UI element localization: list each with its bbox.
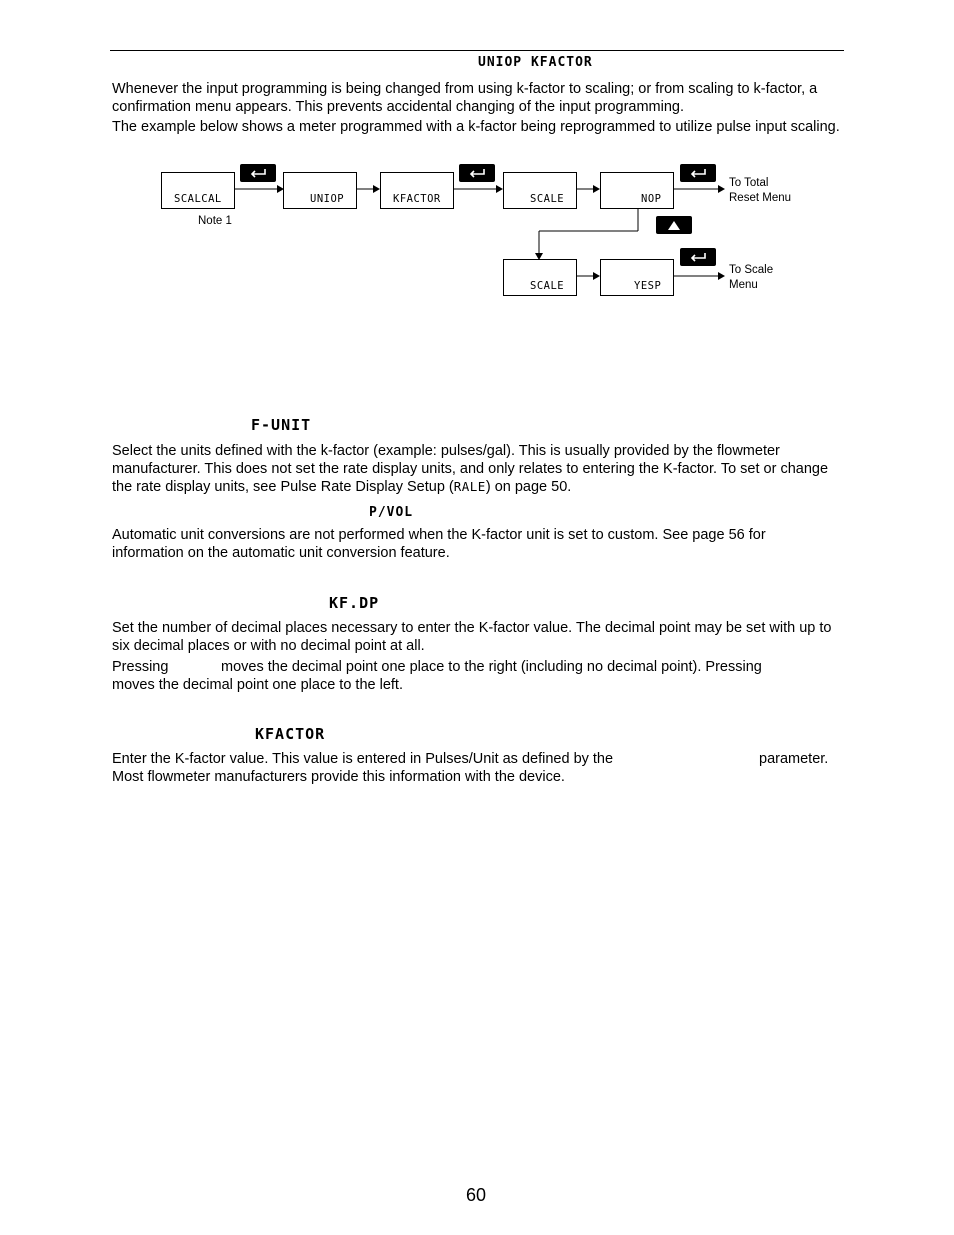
page-number: 60 [466, 1185, 487, 1205]
funit-sub-code: P/VOL [369, 505, 414, 520]
kfdp-right-text: moves the decimal point one place to the right (including no decimal point). Pressing [221, 659, 762, 675]
header-rule [110, 50, 844, 51]
kfactor-text-b: parameter. [759, 751, 829, 767]
arrow-3 [454, 184, 504, 194]
to-scale-label-2: Menu [729, 279, 758, 291]
kfdp-paragraph-1: Set the number of decimal places necessary to enter the K-factor value. The decimal point may be set with up to six decimal places or with no decimal point at all. [112, 620, 832, 654]
note-label: Note 1 [198, 215, 232, 227]
up-arrow-key-icon [656, 216, 692, 234]
to-scale-label-1: To Scale [729, 264, 774, 276]
display-box-scalcal [161, 172, 235, 209]
arrow-4 [577, 184, 601, 194]
intro-paragraph-1: Whenever the input programming is being changed from using k-factor to scaling; or from scaling to k-factor, a confirmation menu appears. This prevents accidental changing of the input programming. [112, 81, 818, 115]
intro-paragraph-2: The example below shows a meter programmed with a k-factor being reprogrammed to utilize pulse input scaling. [112, 119, 840, 135]
display-text: KFACTOR [393, 193, 441, 205]
funit-text-b: ) on page 50. [485, 479, 572, 495]
connector-nop-to-scale [533, 209, 643, 261]
display-text: UNIOP [310, 193, 345, 205]
to-total-label-2: Reset Menu [729, 192, 792, 204]
arrow-2 [357, 184, 381, 194]
funit-rate-code: RALE [453, 479, 486, 494]
kfdp-pressing-label: Pressing [112, 659, 169, 675]
header-code: UNIOP KFACTOR [478, 55, 593, 70]
enter-key-icon [240, 164, 276, 182]
arrow-1 [235, 184, 285, 194]
section-heading-kfactor: KFACTOR [255, 725, 326, 743]
enter-key-icon [459, 164, 495, 182]
display-box-scale-2 [503, 259, 577, 296]
kfdp-left-text: moves the decimal point one place to the left. [112, 677, 403, 693]
funit-paragraph-1 [112, 442, 840, 496]
kfactor-text-a: Enter the K-factor value. This value is entered in Pulses/Unit as defined by the [112, 751, 614, 767]
to-total-label-1: To Total [729, 177, 769, 189]
display-text: NOP [641, 193, 662, 205]
display-box-scale [503, 172, 577, 209]
display-box-yesp [600, 259, 674, 296]
enter-key-icon [680, 164, 716, 182]
display-box-kfactor [380, 172, 454, 209]
arrow-6 [577, 271, 601, 281]
enter-key-icon [680, 248, 716, 266]
display-text: SCALE [530, 193, 565, 205]
display-box-uniop [283, 172, 357, 209]
kfactor-paragraph-2: Most flowmeter manufacturers provide this information with the device. [112, 769, 565, 785]
display-box-nop [600, 172, 674, 209]
display-text: YESP [634, 280, 662, 292]
funit-paragraph-2: Automatic unit conversions are not performed when the K-factor unit is set to custom. See page 56 for information on the automatic unit conversion feature. [112, 527, 766, 561]
arrow-5 [674, 184, 726, 194]
section-heading-funit: F-UNIT [251, 416, 312, 434]
display-text: SCALCAL [174, 193, 222, 205]
funit-text-a: Select the units defined with the k-factor (example: pulses/gal). This is usually provided by the flowmeter manufacturer. This does not set the rate display units, and only relates to entering the K-factor. To set or change the rate display units, see Pulse Rate Display Setup ( [112, 443, 829, 495]
section-heading-kfdp: KF.DP [329, 594, 380, 612]
arrow-7 [674, 271, 726, 281]
display-text: SCALE [530, 280, 565, 292]
